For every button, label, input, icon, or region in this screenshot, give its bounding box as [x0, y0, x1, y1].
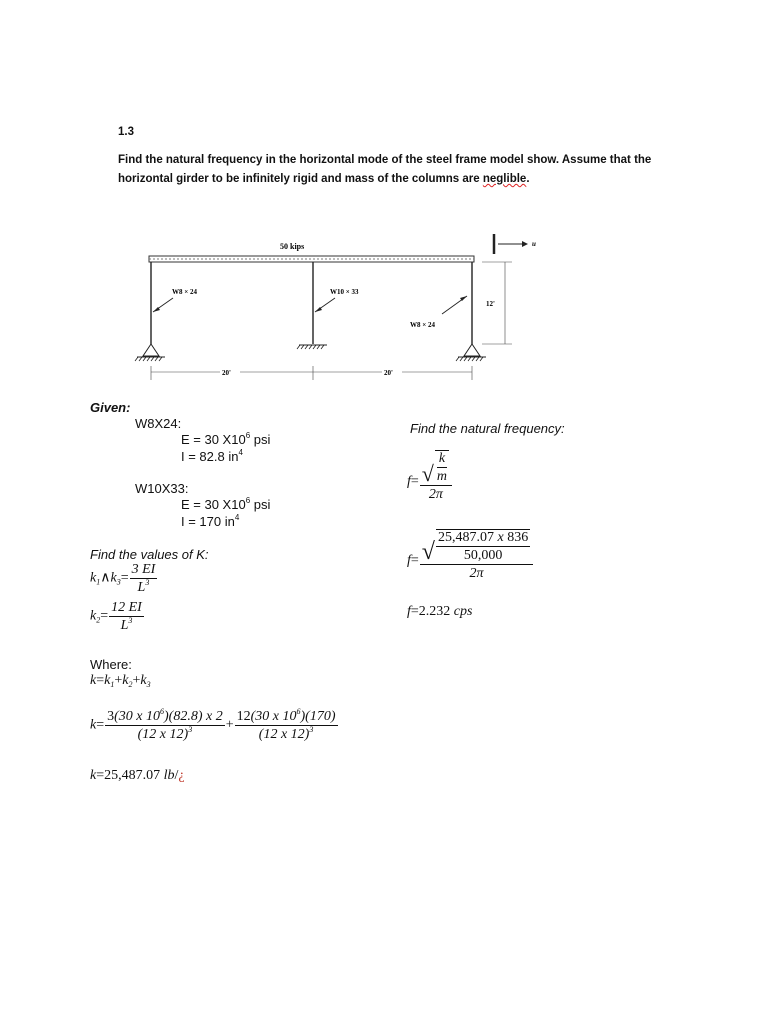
- section1-modulus: E = 30 $X10^6$ psi: [181, 431, 271, 447]
- height-label: 12': [486, 300, 495, 308]
- section2-inertia: I = 170 $in^4$: [181, 513, 240, 529]
- problem-text-end: .: [526, 173, 530, 185]
- section2-modulus: E = 30 $X10^6$ psi: [181, 496, 271, 512]
- k-result: k=25,487.07 lb/¿: [90, 768, 185, 783]
- load-label: 50 kips: [280, 242, 305, 251]
- displacement-label: u: [532, 240, 536, 248]
- misspelled-word: neglible: [482, 173, 527, 185]
- given-heading: Given:: [90, 400, 131, 415]
- span1-label: 20': [222, 369, 231, 377]
- frequency-result: f=2.232 cps: [407, 604, 473, 619]
- section2-name: W10X33:: [135, 481, 189, 496]
- k1-k3-equation: $k_1\wedge k_3=$ $\frac{3 EI}{L^3}$: [90, 562, 156, 595]
- section1-inertia: I = 82.8 $in^4$: [181, 448, 243, 464]
- problem-text: Find the natural frequency in the horizontal mode of the steel frame model show. Assume that the horizontal girder to be infinitely rigid and mass of the columns are: [118, 154, 652, 185]
- problem-number: 1.3: [118, 126, 134, 138]
- where-label: Where:: [90, 657, 132, 672]
- steel-frame-figure: [120, 228, 540, 388]
- stiffness-heading: Find the values of K:: [90, 547, 209, 562]
- unrendered-char-mark: ¿: [178, 768, 185, 783]
- col2-section-label: W10 × 33: [330, 288, 359, 296]
- span-dimensions: [151, 366, 472, 380]
- k-sum-equation: $k=k_1+k_2+k_3$: [90, 673, 151, 689]
- section1-name: W8X24:: [135, 416, 182, 431]
- fixed-support-middle: [297, 345, 327, 349]
- k2-equation: $k_2=$ $\frac{12 EI}{L^3}$: [90, 600, 142, 633]
- pin-support-right: [456, 344, 486, 361]
- pin-support-left: [135, 344, 165, 361]
- displacement-arrow: [494, 234, 528, 254]
- frequency-heading: Find the natural frequency:: [410, 421, 565, 436]
- col1-section-label: W8 × 24: [172, 288, 197, 296]
- frequency-formula: f= √ $\frac{k}{m}$ 2π: [407, 452, 453, 502]
- col3-section-label: W8 × 24: [410, 321, 435, 329]
- frequency-substitution: f= √ $\frac{25,487.07 x 836}{50,000}$ 2π: [407, 529, 534, 581]
- k-substitution-equation: k= $\frac{3(30 x 10^6)(82.8) x 2}{(12 x 12)^3}$ + $\frac{12(30 x 10^6)(170)}{(12 x 12)^3}$: [90, 707, 336, 742]
- problem-statement: [118, 151, 658, 189]
- span2-label: 20': [384, 369, 393, 377]
